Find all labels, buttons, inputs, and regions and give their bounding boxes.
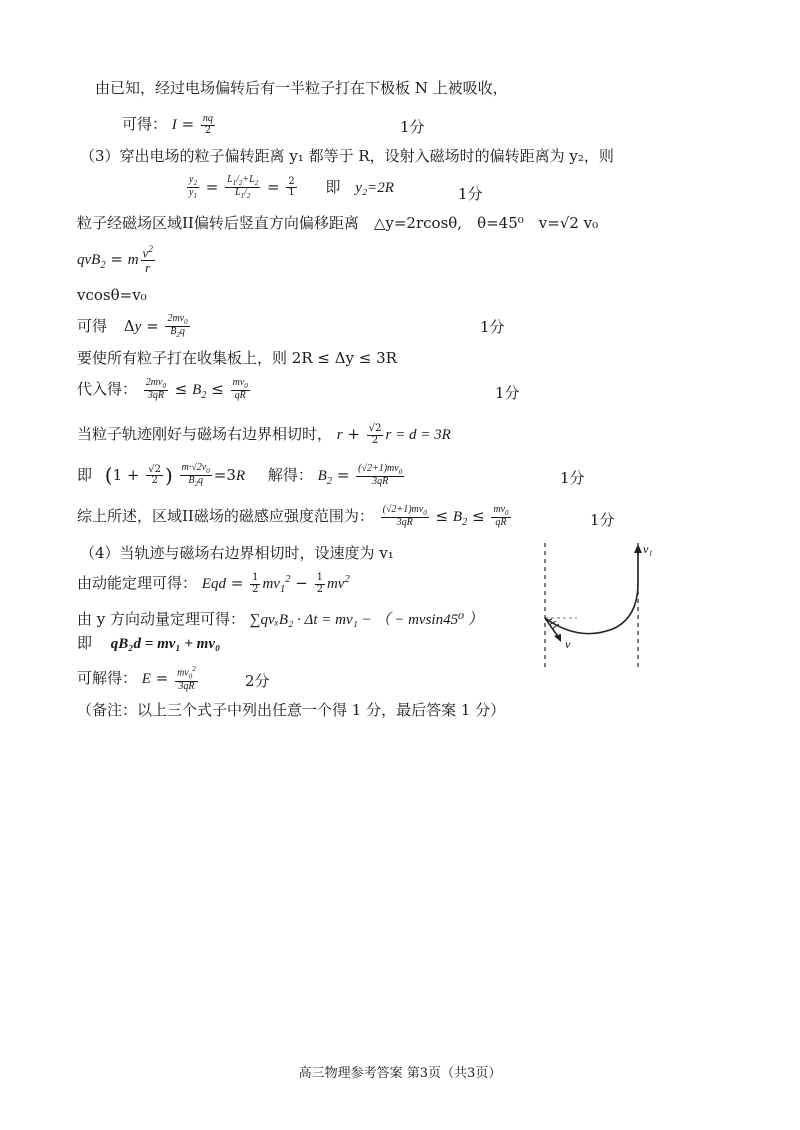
score-1d: 1分 — [495, 384, 520, 402]
velocity-arrowhead — [554, 634, 561, 642]
part3-text: （3）穿出电场的粒子偏转距离 y₁ 都等于 R，设射入磁场时的偏转距离为 y₂，则 — [80, 147, 614, 165]
equation-lorentz: qvB$_2$ = m $\frac{v^2}{r}$ — [77, 244, 153, 275]
vcos-line: vcosθ=v₀ — [77, 286, 147, 304]
part4-text: （4）当轨迹与磁场右边界相切时，设速度为 v₁ — [80, 544, 394, 562]
label-ke-de: 可得 — [77, 316, 108, 335]
label-solvable: 可解得： — [77, 669, 138, 688]
equation-delta-y: 可得 Δy = $\frac{2mv_0}{B_2q}$ — [77, 313, 188, 340]
equation-ratio: $\frac{y_2}{y_1}$ = $\frac{L_1/_2+L_2}{L_1/_2}$ = $\frac{2}{1}$ 即 y₂=2R — [189, 174, 394, 201]
equation-ji — [77, 635, 220, 653]
tangent-eq-tail: r = d = 3R — [385, 427, 451, 443]
page-footer: 高三物理参考答案 第3页（共3页） — [298, 1066, 502, 1081]
equation-summary: 综上所述，区域II磁场的磁感应强度范围为： $\frac{(√2+1)mv_0}{3qR}$ ≤ $B_2$ ≤ $\frac{mv_0}{qR}$ — [77, 504, 509, 529]
equation-substitute: 代入得： $\frac{2mv_0}{3qR}$ ≤ $B_2$ ≤ $\frac{mv_0}{qR}$ — [77, 377, 248, 402]
v1-arrowhead — [634, 544, 642, 553]
momentum-equation: ∑qvₓB₂ · Δt = mv₁ − （ − mvsin45⁰ ） — [249, 612, 483, 628]
label-can-get: 可得： — [122, 115, 168, 133]
trajectory-diagram — [525, 538, 675, 683]
summary-text: 综上所述，区域II磁场的磁感应强度范围为： — [77, 506, 374, 525]
equation-current: 可得： I = $\frac{nq}{2}$ — [122, 113, 213, 136]
momentum-line — [77, 611, 483, 629]
equation-field: 可解得： E = $\frac{mv_0^2}{3qR}$ — [77, 665, 196, 692]
word-ji: 即 — [325, 177, 341, 196]
v-label: v — [565, 637, 571, 651]
score-1b: 1分 — [458, 185, 483, 203]
score-1e: 1分 — [560, 469, 585, 487]
trajectory-arc — [545, 552, 638, 634]
score-1c: 1分 — [480, 318, 505, 336]
y2-result: y₂=2R — [355, 179, 394, 196]
label-sub-in: 代入得： — [77, 379, 138, 398]
score-2: 2分 — [245, 672, 270, 690]
energy-text: 由动能定理可得： — [77, 574, 198, 592]
word-ji-3: 即 — [77, 634, 93, 652]
particle-line: 粒子经磁场区域II偏转后竖直方向偏移距离 △y=2rcosθ, θ=45⁰ v=√2 v₀ — [77, 214, 599, 232]
momentum-text: 由 y 方向动量定理可得： — [77, 610, 246, 628]
label-solve: 解得： — [267, 465, 313, 484]
equation-radius: 即 (1 + $\frac{√2}{2}$ ) $\frac{m\cdot√2v_0}{B_2q}$ =3R 解得： $B_2$ = $\frac{(√2+1)mv_0}{3qR}$ — [77, 462, 403, 489]
equation-tangent: 当粒子轨迹刚好与磁场右边界相切时， r + $\frac{√2}{2}$ r = d = 3R — [77, 423, 451, 446]
intro-text: 由已知，经过电场偏转后有一半粒子打在下极板 N 上被吸收， — [95, 79, 508, 97]
ji-equation: qB₂d = mv₁ + mv₀ — [110, 636, 221, 652]
tangent-text: 当粒子轨迹刚好与磁场右边界相切时， — [77, 425, 333, 443]
v1-label: v₁ — [643, 542, 653, 556]
score-1a: 1分 — [400, 118, 425, 136]
equation-energy: 由动能定理可得： Eqd = $\frac{1}{2}$ $mv_1^2$ − $\frac{1}{2}$ $mv^2$ — [77, 572, 350, 595]
word-ji-2: 即 — [77, 465, 93, 484]
score-1f: 1分 — [590, 511, 615, 529]
requirement-line: 要使所有粒子打在收集板上，则 2R ≤ Δy ≤ 3R — [77, 349, 397, 367]
note-text: （备注：以上三个式子中列出任意一个得 1 分，最后答案 1 分） — [77, 701, 506, 719]
